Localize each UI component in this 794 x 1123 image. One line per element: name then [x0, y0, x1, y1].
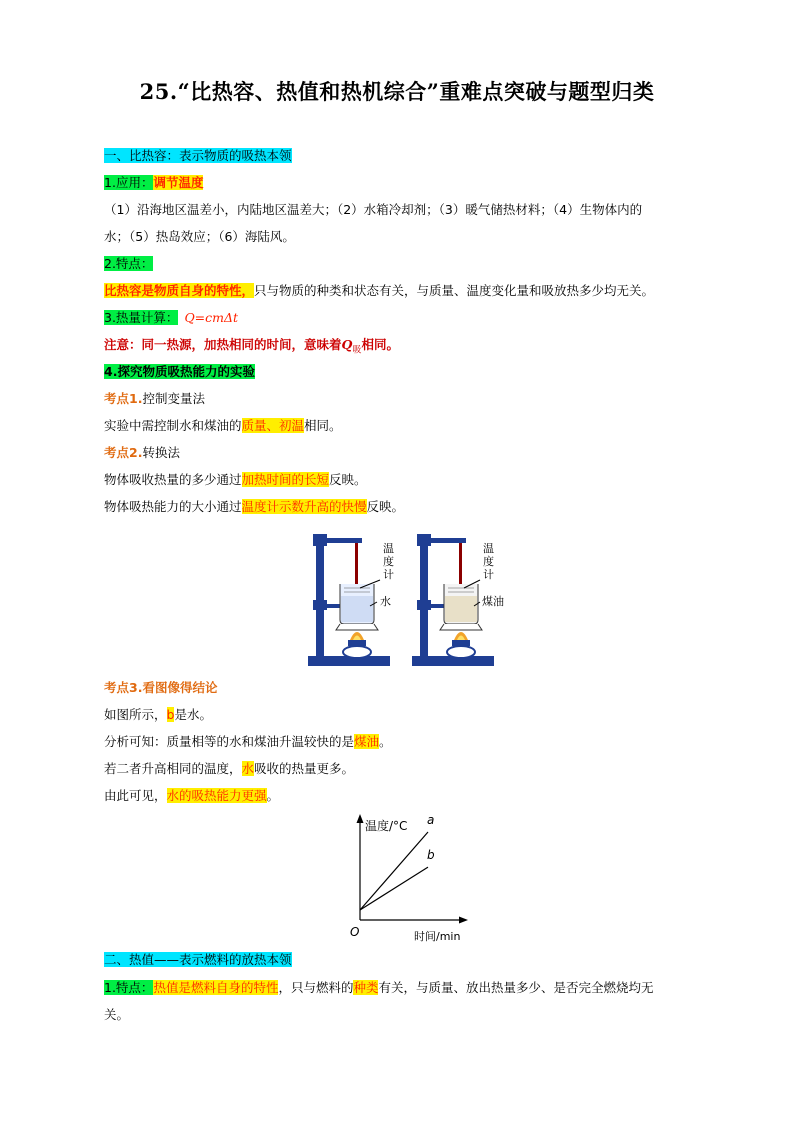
left-label-2: 度	[383, 555, 394, 568]
origin-label: O	[350, 925, 360, 939]
apparatus-figure	[300, 528, 510, 672]
left-burner	[343, 646, 371, 658]
section-2-text-1	[104, 979, 654, 997]
section-2-text-a: ，只与燃料的	[278, 980, 354, 995]
right-label-1: 温	[483, 542, 494, 555]
note-q: Q	[341, 337, 353, 352]
kaodian-2-title: 转换法	[142, 445, 180, 460]
kaodian-3-highlight-4: 水的吸热能力更强	[166, 788, 267, 803]
kaodian-2-highlight-2: 温度计示数升高的快慢	[241, 499, 367, 514]
section-1-heading-line	[104, 147, 292, 165]
kaodian-1-text	[104, 417, 342, 435]
right-burner	[447, 646, 475, 658]
kaodian-1-text-b: 相同。	[304, 418, 342, 433]
experiment-heading-line	[104, 363, 255, 381]
kaodian-1-highlight: 质量、初温	[241, 418, 305, 433]
kaodian-2-label: 考点2.	[104, 445, 143, 460]
kaodian-3-highlight-2: 煤油	[354, 734, 380, 749]
section-2-label: 1.特点：	[104, 980, 154, 995]
series-line-b	[360, 867, 428, 910]
kaodian-2-text-1a: 物体吸收热量的多少通过	[104, 472, 242, 487]
x-axis-arrow	[459, 917, 468, 924]
left-apparatus	[308, 534, 394, 666]
application-number: 1.应用：	[104, 175, 154, 190]
kaodian-3-text-3a: 若二者升高相同的温度，	[104, 761, 242, 776]
kaodian-3-text-1a: 如图所示，	[104, 707, 167, 722]
application-line	[104, 174, 203, 192]
kaodian-1-line	[104, 390, 205, 408]
right-liquid-label: 煤油	[482, 595, 504, 608]
kaodian-2-text-1	[104, 471, 367, 489]
note-q-sub: 吸	[352, 345, 362, 356]
calc-label: 3.热量计算：	[104, 310, 179, 325]
feature-rest: 只与物质的种类和状态有关，与质量、温度变化量和吸放热多少均无关。	[254, 283, 655, 298]
y-axis-arrow	[357, 814, 364, 823]
note-line	[104, 336, 399, 360]
kaodian-3-text-1b: 是水。	[174, 707, 212, 722]
kaodian-1-text-a: 实验中需控制水和煤油的	[104, 418, 242, 433]
x-axis-label: 时间/min	[414, 930, 461, 943]
kaodian-2-text-2b: 反映。	[366, 499, 405, 514]
left-stand-rod	[316, 538, 324, 658]
section-2-highlight-2: 种类	[353, 980, 379, 995]
application-text-2: 水；（5）热岛效应；（6）海陆风。	[104, 229, 295, 244]
left-liquid-label: 水	[380, 595, 391, 608]
left-label-3: 计	[383, 568, 394, 581]
feature-highlight: 比热容是物质自身的特性，	[104, 283, 255, 298]
right-apparatus	[412, 534, 504, 666]
kaodian-3-label: 考点3.看图像得结论	[104, 680, 218, 695]
series-line-a	[360, 832, 428, 910]
kaodian-2-text-2	[104, 498, 404, 516]
series-label-b: b	[427, 848, 435, 863]
kaodian-3-text-3	[104, 760, 354, 778]
right-label-2: 度	[483, 555, 494, 568]
right-stand-rod	[420, 538, 428, 658]
note-text-b: 相同。	[361, 337, 399, 352]
section-1-heading: 一、比热容：表示物质的吸热本领	[104, 148, 292, 163]
y-axis-label: 温度/°C	[365, 819, 408, 833]
kaodian-3-line	[104, 679, 217, 697]
kaodian-1-label: 考点1.	[104, 391, 143, 406]
section-2-heading-line	[104, 951, 292, 969]
kaodian-3-highlight-3: 水	[241, 761, 255, 776]
page-title: 25.“比热容、热值和热机综合”重难点突破与题型归类	[139, 79, 655, 104]
note-text-a: 同一热源，加热相同的时间，意味着	[141, 337, 342, 352]
application-text-1: （1）沿海地区温差小，内陆地区温差大；（2）水箱冷却剂；（3）暖气储热材料；（4）生物体内的	[104, 202, 643, 217]
kaodian-3-text-2	[104, 733, 392, 751]
section-2-heading: 二、热值——表示燃料的放热本领	[104, 952, 292, 967]
kaodian-3-text-1	[104, 706, 212, 724]
left-clamp-arm	[322, 538, 362, 543]
kaodian-3-text-4b: 。	[266, 788, 280, 803]
experiment-heading: 4.探究物质吸热能力的实验	[104, 364, 255, 379]
feature-text-line	[104, 282, 654, 300]
kaodian-2-text-1b: 反映。	[329, 472, 367, 487]
kaodian-3-text-4	[104, 787, 279, 805]
kaodian-3-text-2a: 分析可知：质量相等的水和煤油升温较快的是	[104, 734, 355, 749]
kaodian-3-text-4a: 由此可见，	[104, 788, 167, 803]
kaodian-2-text-2a: 物体吸热能力的大小通过	[104, 499, 242, 514]
temperature-time-chart	[340, 812, 475, 944]
kaodian-3-text-3b: 吸收的热量更多。	[254, 761, 355, 776]
series-label-a: a	[427, 813, 435, 827]
kaodian-2-line	[104, 444, 180, 462]
left-label-1: 温	[383, 542, 394, 555]
feature-label-line	[104, 255, 153, 273]
calc-line	[104, 309, 238, 327]
feature-label: 2.特点：	[104, 256, 154, 271]
section-2-text-2: 关。	[104, 1007, 130, 1022]
calc-formula: Q=cmΔt	[184, 310, 239, 325]
kaodian-3-text-2b: 。	[379, 734, 392, 749]
kaodian-1-title: 控制变量法	[142, 391, 205, 406]
application-value: 调节温度	[153, 175, 204, 190]
right-label-3: 计	[483, 568, 494, 581]
kaodian-2-highlight-1: 加热时间的长短	[241, 472, 330, 487]
note-label: 注意：	[104, 337, 142, 352]
section-2-text-b: 有关，与质量、放出热量多少、是否完全燃烧均无	[378, 980, 654, 995]
section-2-highlight-1: 热值是燃料自身的特性	[153, 980, 279, 995]
kaodian-3-highlight-1: b	[166, 707, 175, 722]
